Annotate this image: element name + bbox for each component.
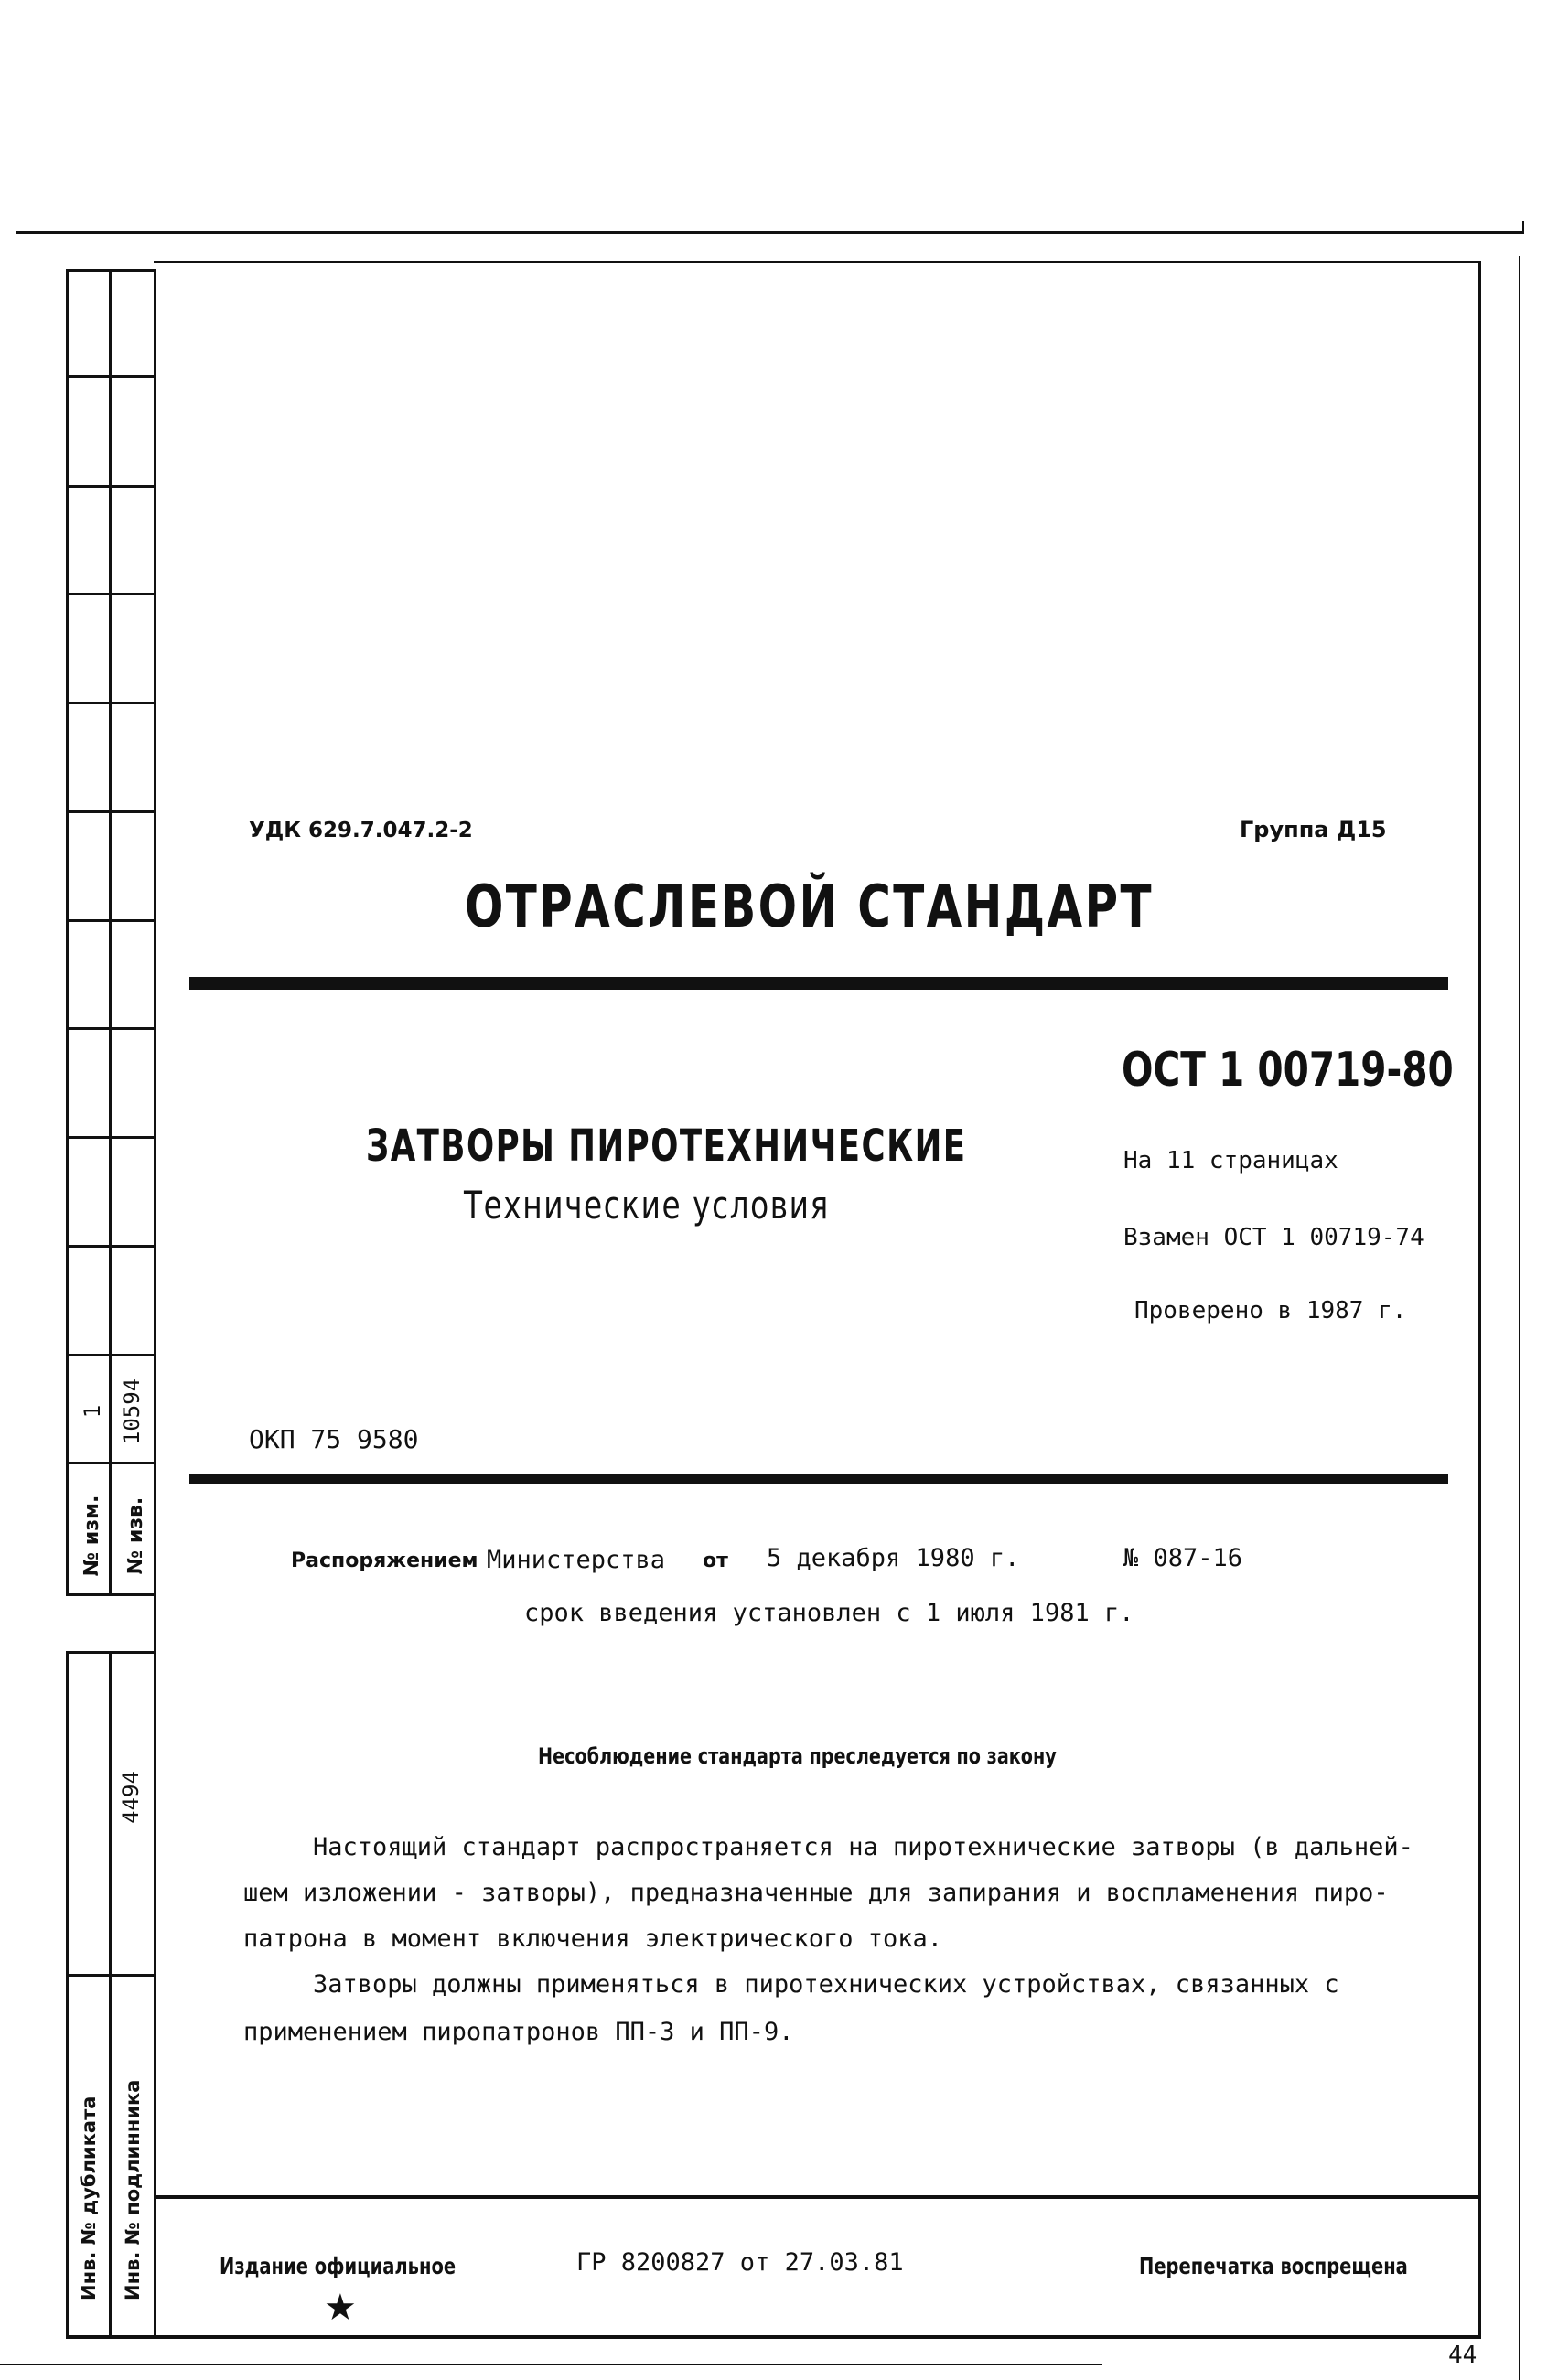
margin-row-line: [66, 1354, 156, 1356]
registration: ГР 8200827 от 27.03.81: [576, 2248, 904, 2277]
izv-value: 10594: [119, 1378, 145, 1445]
okp-code: ОКП 75 9580: [249, 1424, 419, 1454]
replaces-standard: Взамен ОСТ 1 00719-74: [1123, 1224, 1424, 1251]
inv-outer-line: [66, 1651, 69, 2339]
thick-rule-bottom: [189, 1474, 1448, 1484]
standard-code: ОСТ 1 00719-80: [1122, 1043, 1454, 1098]
frame-bottom: [69, 2335, 1481, 2339]
document-title: ОТРАСЛЕВОЙ СТАНДАРТ: [465, 874, 1154, 941]
pages-count: На 11 страницах: [1123, 1147, 1338, 1174]
product-subtitle: Технические условия: [464, 1183, 830, 1228]
frame-right: [1478, 261, 1481, 2337]
reprint-notice: Перепечатка воспрещена: [1139, 2253, 1408, 2279]
margin-row-line: [66, 702, 156, 704]
margin-row-line: [66, 919, 156, 922]
page-number: 44: [1448, 2342, 1477, 2369]
outer-right-rule: [1519, 256, 1520, 2380]
bottom-rule: [0, 2364, 1102, 2365]
izv-label: № изв.: [124, 1496, 147, 1575]
inv-mid-line: [109, 1651, 112, 2339]
body-paragraph-1-line-1: Настоящий стандарт распространяется на пиротехнические затворы (в дальней-: [313, 1833, 1413, 1861]
inv-top-line: [66, 1651, 156, 1654]
order-number: № 087-16: [1123, 1544, 1243, 1572]
order-effective: срок введения установлен с 1 июля 1981 г.: [524, 1599, 1134, 1627]
star-icon: ★: [324, 2287, 357, 2329]
body-paragraph-2-line-1: Затворы должны применяться в пиротехнических устройствах, связанных с: [313, 1970, 1339, 1999]
margin-top-line: [66, 269, 156, 272]
margin-row-line: [66, 1245, 156, 1248]
frame-left: [154, 269, 156, 2338]
body-paragraph-2-line-2: применением пиропатронов ПП-3 и ПП-9.: [243, 2018, 794, 2046]
margin-row-line: [66, 1136, 156, 1139]
footer-rule: [154, 2195, 1481, 2199]
margin-row-line: [66, 1462, 156, 1464]
order-date: 5 декабря 1980 г.: [767, 1544, 1020, 1572]
margin-outer-line: [66, 269, 69, 1595]
margin-row-line: [66, 375, 156, 378]
inv-divider-line: [66, 1974, 156, 1977]
dup-label: Инв. № дубликата: [78, 2096, 100, 2300]
margin-row-line: [66, 593, 156, 595]
frame-top: [154, 261, 1481, 263]
orig-label: Инв. № подлинника: [122, 2079, 144, 2300]
order-from: от: [703, 1549, 728, 1572]
margin-mid-line: [109, 269, 112, 1595]
thick-rule-top: [189, 977, 1448, 990]
product-title: ЗАТВОРЫ ПИРОТЕХНИЧЕСКИЕ: [366, 1120, 967, 1172]
margin-row-line: [66, 1027, 156, 1030]
body-paragraph-1-line-3: патрона в момент включения электрического тока.: [243, 1924, 943, 1953]
body-paragraph-1-line-2: шем изложении - затворы), предназначенные для запирания и воспламенения пиро-: [243, 1879, 1389, 1907]
top-rule: [16, 231, 1524, 234]
group-code: Группа Д15: [1240, 817, 1387, 842]
edition-label: Издание официальное: [220, 2253, 457, 2279]
checked-year: Проверено в 1987 г.: [1134, 1297, 1407, 1324]
orig-value: 4494: [118, 1771, 144, 1824]
order-label: Распоряжением: [291, 1549, 478, 1572]
top-rule-tick: [1522, 221, 1524, 234]
margin-row-line: [66, 485, 156, 488]
udk-code: УДК 629.7.047.2-2: [249, 819, 473, 842]
izm-label: № изм.: [81, 1495, 103, 1577]
legal-notice: Несоблюдение стандарта преследуется по закону: [538, 1743, 1057, 1769]
margin-row-line: [66, 1593, 156, 1596]
margin-row-line: [66, 810, 156, 813]
order-ministry: Министерства: [487, 1546, 666, 1574]
izm-value: 1: [80, 1404, 105, 1419]
